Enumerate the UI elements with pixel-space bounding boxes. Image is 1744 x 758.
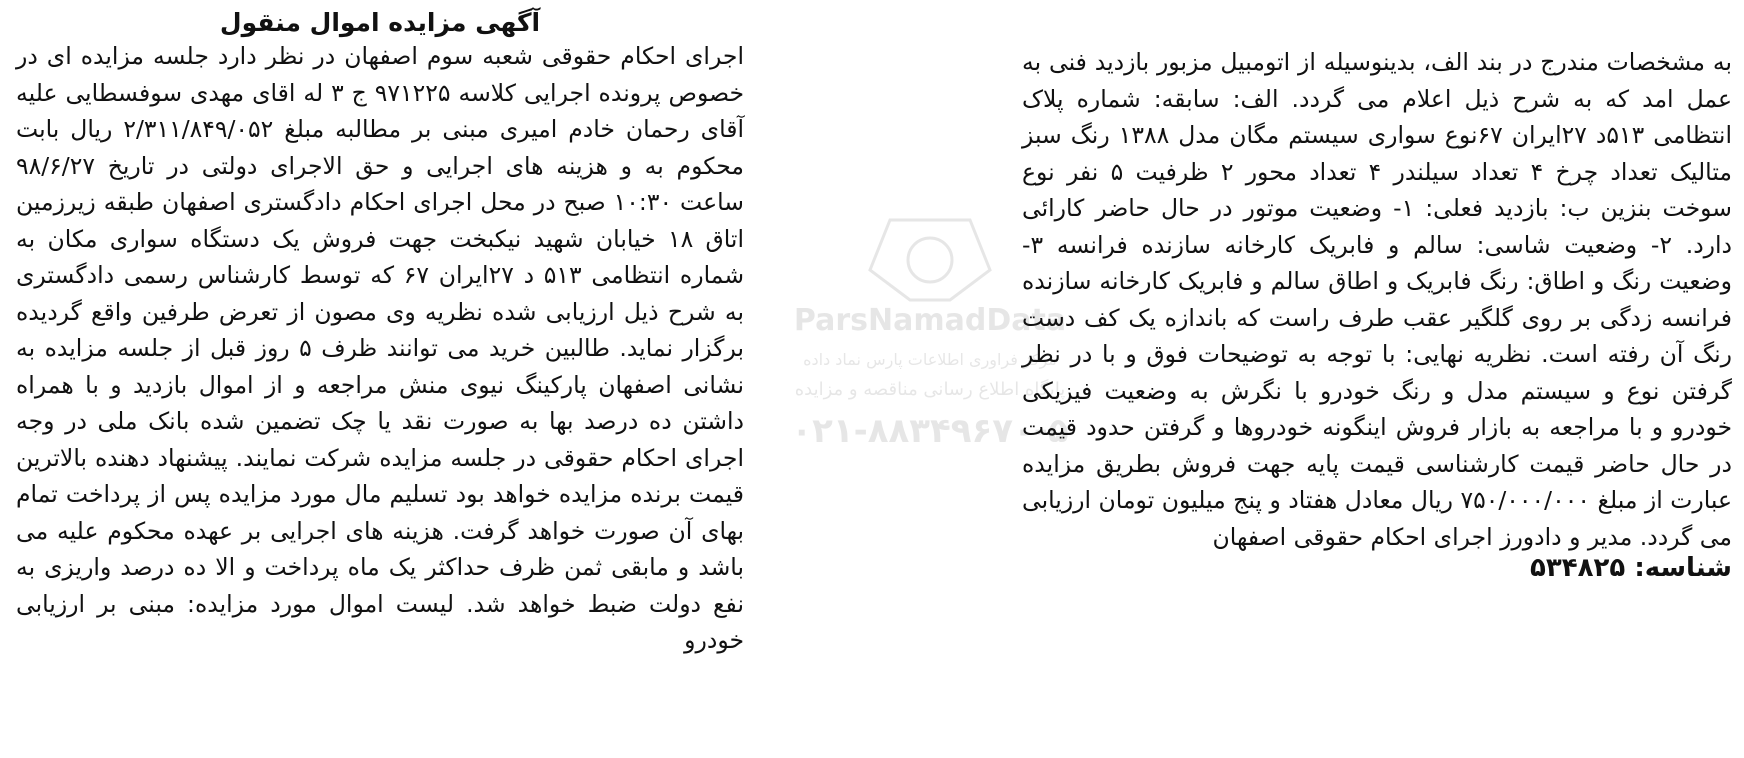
- watermark-subtitle: مرکز فراوری اطلاعات پارس نماد داده: [803, 350, 1057, 369]
- notice-right-column: [1022, 8, 1732, 585]
- watermark-title: ParsNamadData: [793, 303, 1067, 338]
- notice-left-column: [16, 8, 744, 659]
- notice-right-body: به مشخصات مندرج در بند الف، بدینوسیله از اتومبیل مزبور بازدید فنی به عمل امد که به شرح ذیل اعلام می گردد. الف: سابقه: شماره پلاک انتظامی ۵۱۳د ۲۷ایران ۶۷نوع سواری سیستم مگان مدل ۱۳۸۸ رنگ سبز متالیک تعداد چرخ ۴ تعداد سیلندر ۴ تعداد محور ۲ ظرفیت ۵ نفر نوع سوخت بنزین ب: بازدید فعلی: ۱- وضعیت موتور در حال حاضر کارائی دارد. ۲- وضعیت شاسی: سالم و فابریک کارخانه سازنده فرانسه ۳- وضعیت رنگ و اطاق: رنگ فابریک و اطاق سالم و فابریک کارخانه سازنده فرانسه زدگی بر روی گلگیر عقب طرف راست که باندازه یک کف دست رنگ آن رفته است. نظریه نهایی: با توجه به توضیحات فوق و با در نظر گرفتن نوع و سیستم مدل و رنگ خودرو با نگرش به وضعیت فیزیکی خودرو و با مراجعه به بازار فروش اینگونه خودروها و گرفتن حدود قیمت در حال حاضر قیمت کارشناسی قیمت پایه جهت فروش بطریق مزایده عبارت از مبلغ ۷۵۰/۰۰۰/۰۰۰ ریال معادل هفتاد و پنج میلیون تومان ارزیابی می گردد. مدیر و دادورز اجرای احکام حقوقی اصفهان: [1022, 48, 1733, 551]
- notice-id: شناسه: ۵۳۴۸۲۵: [1530, 553, 1732, 583]
- notice-title: آگهی مزایده اموال منقول: [219, 8, 541, 37]
- watermark-emblem-circle: [908, 238, 952, 282]
- watermark-tagline: پایگاه اطلاع رسانی مناقصه و مزایده: [794, 379, 1066, 400]
- watermark-emblem-shape: [870, 220, 990, 300]
- watermark-phone: ۰۲۱-۸۸۳۴۹۶۷۰-۵: [791, 411, 1069, 451]
- notice-left-body: اجرای احکام حقوقی شعبه سوم اصفهان در نظر دارد جلسه مزایده ای در خصوص پرونده اجرایی کلاسه ۹۷۱۲۲۵ ج ۳ له اقای مهدی سوفسطایی علیه آقای رحمان خادم امیری مبنی بر مطالبه مبلغ ۲/۳۱۱/۸۴۹/۰۵۲ ریال بابت محکوم به و هزینه های اجرایی و حق الاجرای دولتی در تاریخ ۹۸/۶/۲۷ ساعت ۱۰:۳۰ صبح در محل اجرای احکام دادگستری اصفهان طبقه زیرزمین اتاق ۱۸ خیابان شهید نیکبخت جهت فروش یک دستگاه سواری مکان به شماره انتظامی ۵۱۳ د ۲۷ایران ۶۷ که توسط کارشناس رسمی دادگستری به شرح ذیل ارزیابی شده نظریه وی مصون از تعرض طرفین واقع گردیده برگزار نماید. طالبین خرید می توانند ظرف ۵ روز قبل از جلسه مزایده به نشانی اصفهان پارکینگ نیوی منش مراجعه و از اموال بازدید و با همراه داشتن ده درصد بها به صورت نقد یا چک تضمین شده بانک ملی در وجه اجرای احکام حقوقی در جلسه مزایده شرکت نمایند. پیشنهاد دهنده بالاترین قیمت برنده مزایده خواهد بود تسلیم مال مورد مزایده پس از پرداخت تمام بهای آن صورت خواهد گرفت. هزینه های اجرایی بر عهده محکوم علیه می باشد و مابقی ثمن ظرف حداکثر یک ماه پرداخت و الا ده درصد واریزی به نفع دولت ضبط خواهد شد. لیست اموال مورد مزایده: مبنی بر ارزیابی خودرو: [16, 42, 745, 654]
